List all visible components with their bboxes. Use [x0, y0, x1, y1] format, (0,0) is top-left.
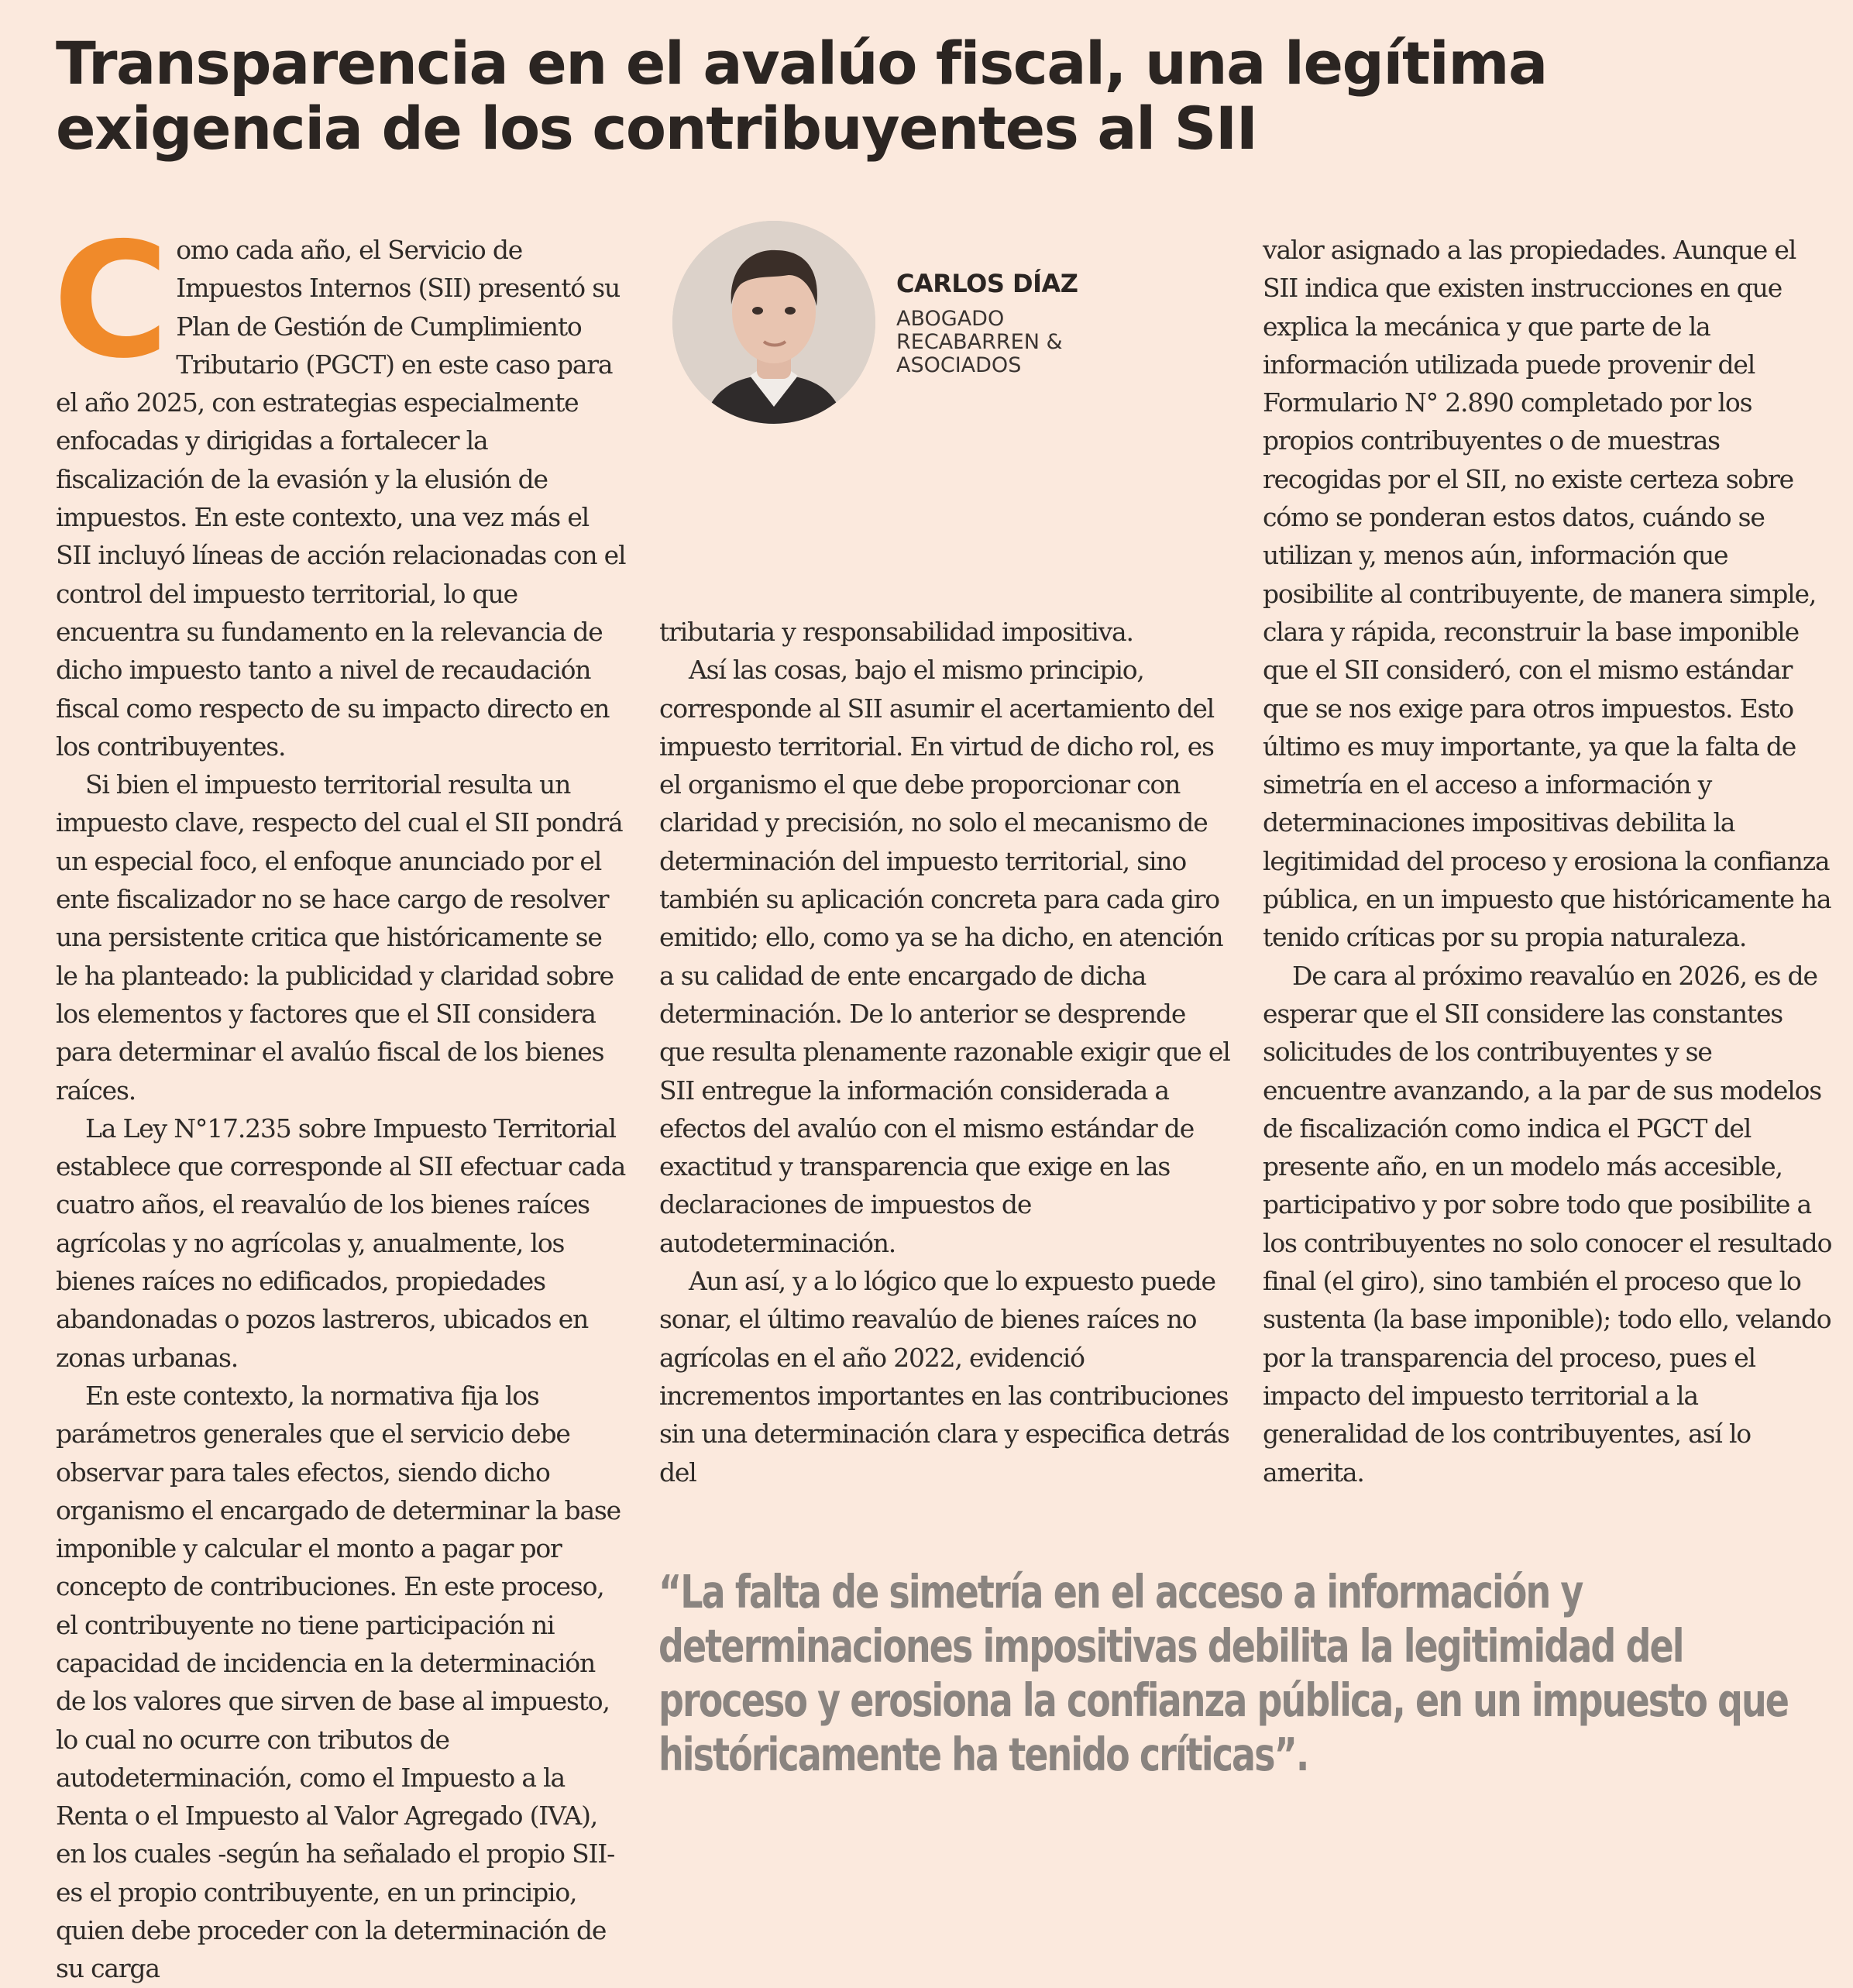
- drop-cap: C: [53, 209, 169, 394]
- article-column-1: [53, 209, 629, 1988]
- paragraph: La Ley N°17.235 sobre Impuesto Territorial establece que corresponde al SII efectuar cada cuatro años, el reavalúo de los bienes raíces agrícolas y no agrícolas y, anualmente, los bienes raíces no edificados, propiedades abandonadas o pozos lastreros, ubicados en zonas urbanas.: [56, 1113, 626, 1373]
- paragraph: En este contexto, la normativa fija los parámetros generales que el servicio debe observar para tales efectos, siendo dicho organismo el encargado de determinar la base imponible y calcular el monto a pagar por concepto de contribuciones. En este proceso, el contribuyente no tiene participación ni capacidad de incidencia en la determinación de los valores que sirven de base al impuesto, lo cual no ocurre con tributos de autodeterminación, como el Impuesto a la Renta o el Impuesto al Valor Agregado (IVA), en los cuales -según ha señalado el propio SII- es el propio contribuyente, en un principio, quien debe proceder con la determinación de su carga: [56, 1380, 621, 1984]
- paragraph: Si bien el impuesto territorial resulta un impuesto clave, respecto del cual el SII pondrá un especial foco, el enfoque anunciado por el ente fiscalizador no se hace cargo de resolver una persistente critica que históricamente se le ha planteado: la publicidad y claridad sobre los elementos y factores que el SII considera para determinar el avalúo fiscal de los bienes raíces.: [56, 769, 623, 1106]
- paragraph-text: omo cada año, el Servicio de Impuestos Internos (SII) presentó su Plan de Gestión de Cumplimiento Tributario (PGCT) en este caso para el año 2025, con estrategias especialmente enfocadas y dirigidas a fortalecer la fiscalización de la evasión y la elusión de impuestos. En este contexto, una vez más el SII incluyó líneas de acción relacionadas con el control del impuesto territorial, lo que encuentra su fundamento en la relevancia de dicho impuesto tanto a nivel de recaudación fiscal como respecto de su impacto directo en los contribuyentes.: [56, 235, 626, 762]
- pull-quote: “La falta de simetría en el acceso a información y determinaciones impositivas debilita la legitimidad del proceso y erosiona la confianza pública, en un impuesto que históricamente ha tenido críticas”.: [658, 1565, 1789, 1781]
- article-column-2: [659, 613, 1232, 1491]
- author-name: CARLOS DÍAZ: [896, 269, 1078, 298]
- headline: Transparencia en el avalúo fiscal, una legítima exigencia de los contribuyentes al SII: [56, 29, 1547, 163]
- paragraph: tributaria y responsabilidad impositiva.: [659, 617, 1133, 647]
- paragraph: valor asignado a las propiedades. Aunque el SII indica que existen instrucciones en que explica la mecánica y que parte de la información utilizada puede provenir del Formulario N° 2.890 completado por los propios contribuyentes o de muestras recogidas por el SII, no existe certeza sobre cómo se ponderan estos datos, cuándo se utilizan y, menos aún, información que posibilite al contribuyente, de manera simple, clara y rápida, reconstruir la base imponible que el SII consideró, con el mismo estándar que se nos exige para otros impuestos. Esto último es muy importante, ya que la falta de simetría en el acceso a información y determinaciones impositivas debilita la legitimidad del proceso y erosiona la confianza pública, en un impuesto que históricamente ha tenido críticas por su propia naturaleza.: [1263, 235, 1831, 953]
- author-box: [672, 221, 1168, 430]
- author-role: ABOGADO RECABARREN & ASOCIADOS: [896, 307, 1063, 377]
- paragraph: [53, 209, 629, 765]
- author-portrait-svg: [672, 221, 875, 424]
- paragraph: Aun así, y a lo lógico que lo expuesto puede sonar, el último reavalúo de bienes raíces no agrícolas en el año 2022, evidenció incrementos importantes en las contribuciones sin una determinación clara y especifica detrás del: [659, 1266, 1229, 1488]
- author-portrait-icon: [672, 221, 875, 424]
- paragraph: Así las cosas, bajo el mismo principio, corresponde al SII asumir el acertamiento del impuesto territorial. En virtud de dicho rol, es el organismo el que debe proporcionar con claridad y precisión, no solo el mecanismo de determinación del impuesto territorial, sino también su aplicación concreta para cada giro emitido; ello, como ya se ha dicho, en atención a su calidad de ente encargado de dicha determinación. De lo anterior se desprende que resulta plenamente razonable exigir que el SII entregue la información considerada a efectos del avalúo con el mismo estándar de exactitud y transparencia que exige en las declaraciones de impuestos de autodeterminación.: [659, 655, 1230, 1258]
- paragraph: De cara al próximo reavalúo en 2026, es de esperar que el SII considere las constantes solicitudes de los contribuyentes y se encuentre avanzando, a la par de sus modelos de fiscalización como indica el PGCT del presente año, en un modelo más accesible, participativo y por sobre todo que posibilite a los contribuyentes no solo conocer el resultado final (el giro), sino también el proceso que lo sustenta (la base imponible); todo ello, velando por la transparencia del proceso, pues el impacto del impuesto territorial a la generalidad de los contribuyentes, así lo amerita.: [1263, 960, 1832, 1488]
- article-column-3: [1263, 231, 1836, 1491]
